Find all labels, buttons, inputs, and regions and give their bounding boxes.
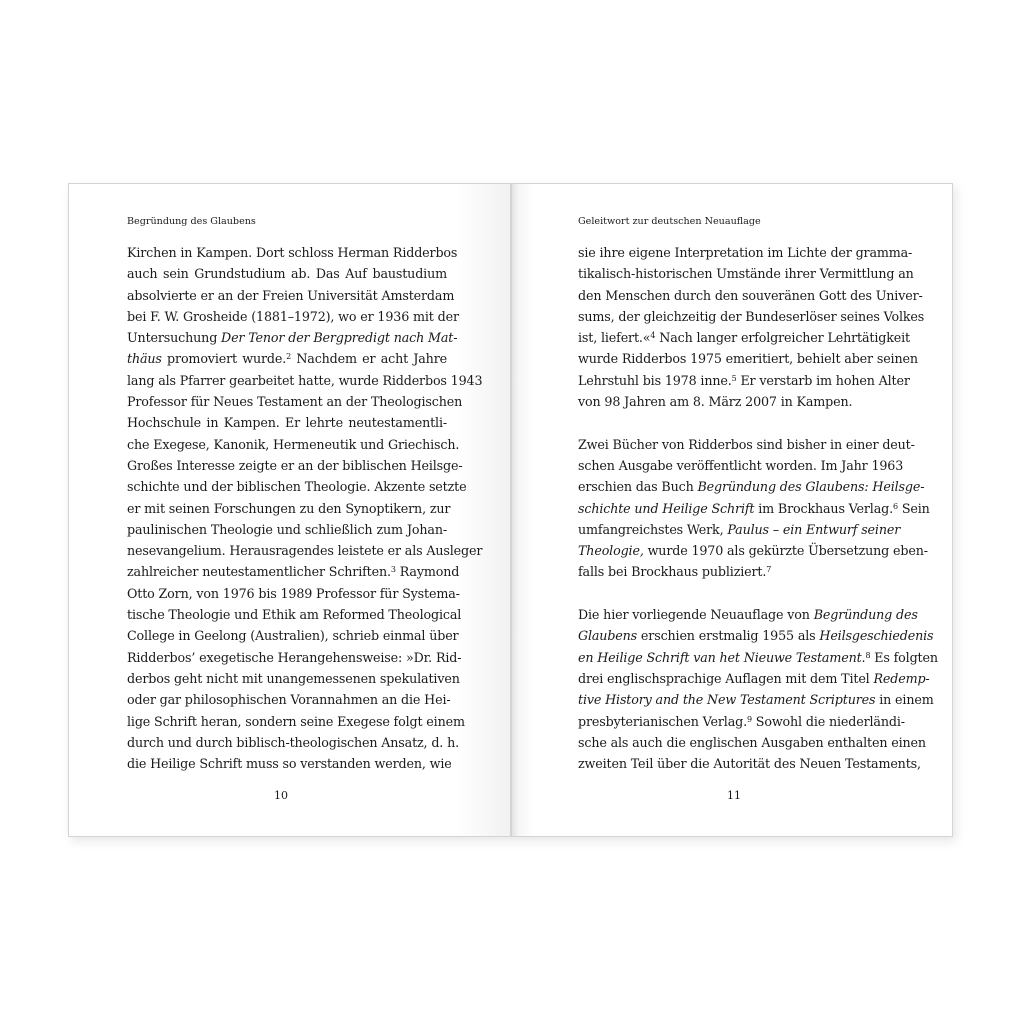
footnote-ref[interactable]: 6 (892, 501, 898, 511)
text-line: sums, der gleichzeitig der Bundeserlöser seines Volkes (578, 308, 925, 324)
footnote-ref[interactable]: 8 (865, 650, 871, 660)
paragraph-gap (578, 583, 898, 604)
text-run: Sowohl die niederländi- (751, 713, 905, 729)
text-line: wurde Ridderbos 1975 emeritiert, behielt aber seinen (578, 351, 918, 367)
text-run: Es folgten (870, 649, 938, 665)
text-run: erschien erstmalig 1955 als (637, 628, 820, 644)
text-line: schen Ausgabe veröffentlicht worden. Im Jahr 1963 (578, 457, 904, 473)
text-line: absolvierte er an der Freien Universität Amsterdam (127, 287, 455, 303)
text-line: Zwei Bücher von Ridderbos sind bisher in einer deut- (578, 436, 915, 452)
text-line: auch sein Grundstudium ab. Das Auf baustudium (127, 266, 447, 282)
text-line (578, 540, 928, 561)
text-line (578, 561, 898, 582)
text-line (578, 625, 934, 646)
text-line: Ridderbos’ exegetische Herangehensweise: »Dr. Rid- (127, 649, 462, 665)
text-line: sche als auch die englischen Ausgaben enthalten einen (578, 734, 926, 750)
text-run: zahlreicher neutestamentlicher Schriften. (127, 564, 391, 580)
text-line: Kirchen in Kampen. Dort schloss Herman Ridderbos (127, 245, 458, 260)
text-run: erschien das Buch (578, 479, 698, 495)
text-line: den Menschen durch den souveränen Gott des Univer- (578, 287, 923, 303)
text-run: umfangreichstes Werk, (578, 521, 728, 537)
text-line: bei F. W. Grosheide (1881–1972), wo er 1936 mit der (127, 308, 459, 324)
text-line: von 98 Jahren am 8. März 2007 in Kampen. (578, 394, 853, 410)
italic-title: Begründung des Glaubens: Heilsge- (697, 479, 925, 495)
text-run: Er verstarb im hohen Alter (736, 372, 910, 388)
text-line (578, 476, 925, 497)
text-line (578, 689, 934, 710)
text-run: im Brockhaus Verlag. (754, 500, 893, 516)
text-line (578, 604, 918, 625)
text-line: Hochschule in Kampen. Er lehrte neutestamentli- (127, 415, 447, 431)
text-line: lige Schrift heran, sondern seine Exegese folgt einem (127, 713, 465, 729)
text-run: wurde 1970 als gekürzte Übersetzung eben- (643, 543, 928, 559)
text-line: er mit seinen Forschungen zu den Synoptikern, zur (127, 500, 451, 516)
text-line: College in Geelong (Australien), schrieb einmal über (127, 628, 459, 644)
text-run: . (861, 649, 866, 665)
text-line: zweiten Teil über die Autorität des Neuen Testaments, (578, 756, 921, 772)
text-line (127, 348, 447, 369)
text-run: Nachdem er acht Jahre (291, 351, 447, 367)
text-line (578, 519, 901, 540)
italic-title: Paulus – ein Entwurf seiner (727, 521, 901, 537)
right-page (511, 183, 953, 837)
text-line: tikalisch-historischen Umstände ihrer Vermittlung an (578, 266, 914, 282)
right-body-text (578, 242, 938, 774)
footnote-ref[interactable]: 7 (766, 565, 772, 575)
text-run: Die hier vorliegende Neuauflage von (578, 607, 814, 623)
text-line: schichte und der biblischen Theologie. Akzente setzte (127, 479, 467, 495)
italic-title: Der Tenor der Bergpredigt nach Mat- (221, 330, 458, 346)
italic-title: Begründung des (813, 607, 918, 623)
italic-title: thäus (127, 351, 162, 367)
text-line: sie ihre eigene Interpretation im Lichte der gramma- (578, 245, 913, 260)
left-running-head: Begründung des Glaubens (127, 216, 256, 227)
italic-title: tive History and the New Testament Scriptures (578, 692, 876, 708)
text-run: ist, liefert.« (578, 330, 651, 346)
text-run: Lehrstuhl bis 1978 inne. (578, 372, 732, 388)
text-run: promoviert wurde. (161, 351, 287, 367)
text-line (127, 561, 460, 582)
text-line: Professor für Neues Testament an der Theologischen (127, 394, 463, 410)
text-line (578, 370, 910, 391)
text-line: Otto Zorn, von 1976 bis 1989 Professor für Systema- (127, 585, 460, 601)
text-run: drei englischsprachige Auflagen mit dem Titel (578, 670, 874, 686)
text-run: Sein (897, 500, 930, 516)
text-line (127, 327, 458, 348)
text-line (578, 498, 930, 519)
text-line: paulinischen Theologie und schließlich zum Johan- (127, 521, 447, 537)
right-running-head: Geleitwort zur deutschen Neuauflage (578, 216, 761, 227)
text-line: durch und durch biblisch-theologischen Ansatz, d. h. (127, 734, 459, 750)
text-run: Raymond (395, 564, 460, 580)
footnote-ref[interactable]: 2 (286, 352, 292, 362)
footnote-ref[interactable]: 5 (731, 373, 737, 383)
text-run: presbyterianischen Verlag. (578, 713, 747, 729)
italic-title: en Heilige Schrift van het Nieuwe Testament (578, 649, 862, 665)
page-number-left: 10 (274, 789, 288, 802)
book-spread (68, 183, 953, 837)
text-run: Nach langer erfolgreicher Lehrtätigkeit (655, 330, 910, 346)
left-body-text (127, 242, 483, 774)
text-run: falls bei Brockhaus publiziert. (578, 564, 767, 580)
text-run: Untersuchung (127, 330, 222, 346)
footnote-ref[interactable]: 4 (650, 331, 656, 341)
text-line: lang als Pfarrer gearbeitet hatte, wurde Ridderbos 1943 (127, 372, 483, 388)
page-number-right: 11 (727, 789, 741, 802)
text-line: tische Theologie und Ethik am Reformed Theological (127, 607, 462, 623)
left-page (68, 183, 511, 837)
footnote-ref[interactable]: 9 (746, 714, 752, 724)
text-line (578, 711, 905, 732)
italic-title: Heilsgeschiedenis (819, 628, 934, 644)
text-run: in einem (875, 692, 934, 708)
text-line (578, 647, 938, 668)
text-line (578, 668, 930, 689)
italic-title: Redemp- (873, 670, 930, 686)
text-line: derbos geht nicht mit unangemessenen spekulativen (127, 670, 460, 686)
footnote-ref[interactable]: 3 (390, 565, 396, 575)
text-line: che Exegese, Kanonik, Hermeneutik und Griechisch. (127, 436, 460, 452)
italic-title: Theologie, (578, 543, 644, 559)
text-line: nesevangelium. Herausragendes leistete er als Ausleger (127, 543, 483, 559)
text-line: die Heilige Schrift muss so verstanden werden, wie (127, 756, 452, 772)
paragraph-gap (578, 412, 898, 433)
italic-title: schichte und Heilige Schrift (578, 500, 755, 516)
italic-title: Glaubens (578, 628, 638, 644)
text-line: oder gar philosophischen Vorannahmen an die Hei- (127, 692, 451, 708)
text-line: Großes Interesse zeigte er an der biblischen Heilsge- (127, 457, 463, 473)
text-line (578, 327, 910, 348)
